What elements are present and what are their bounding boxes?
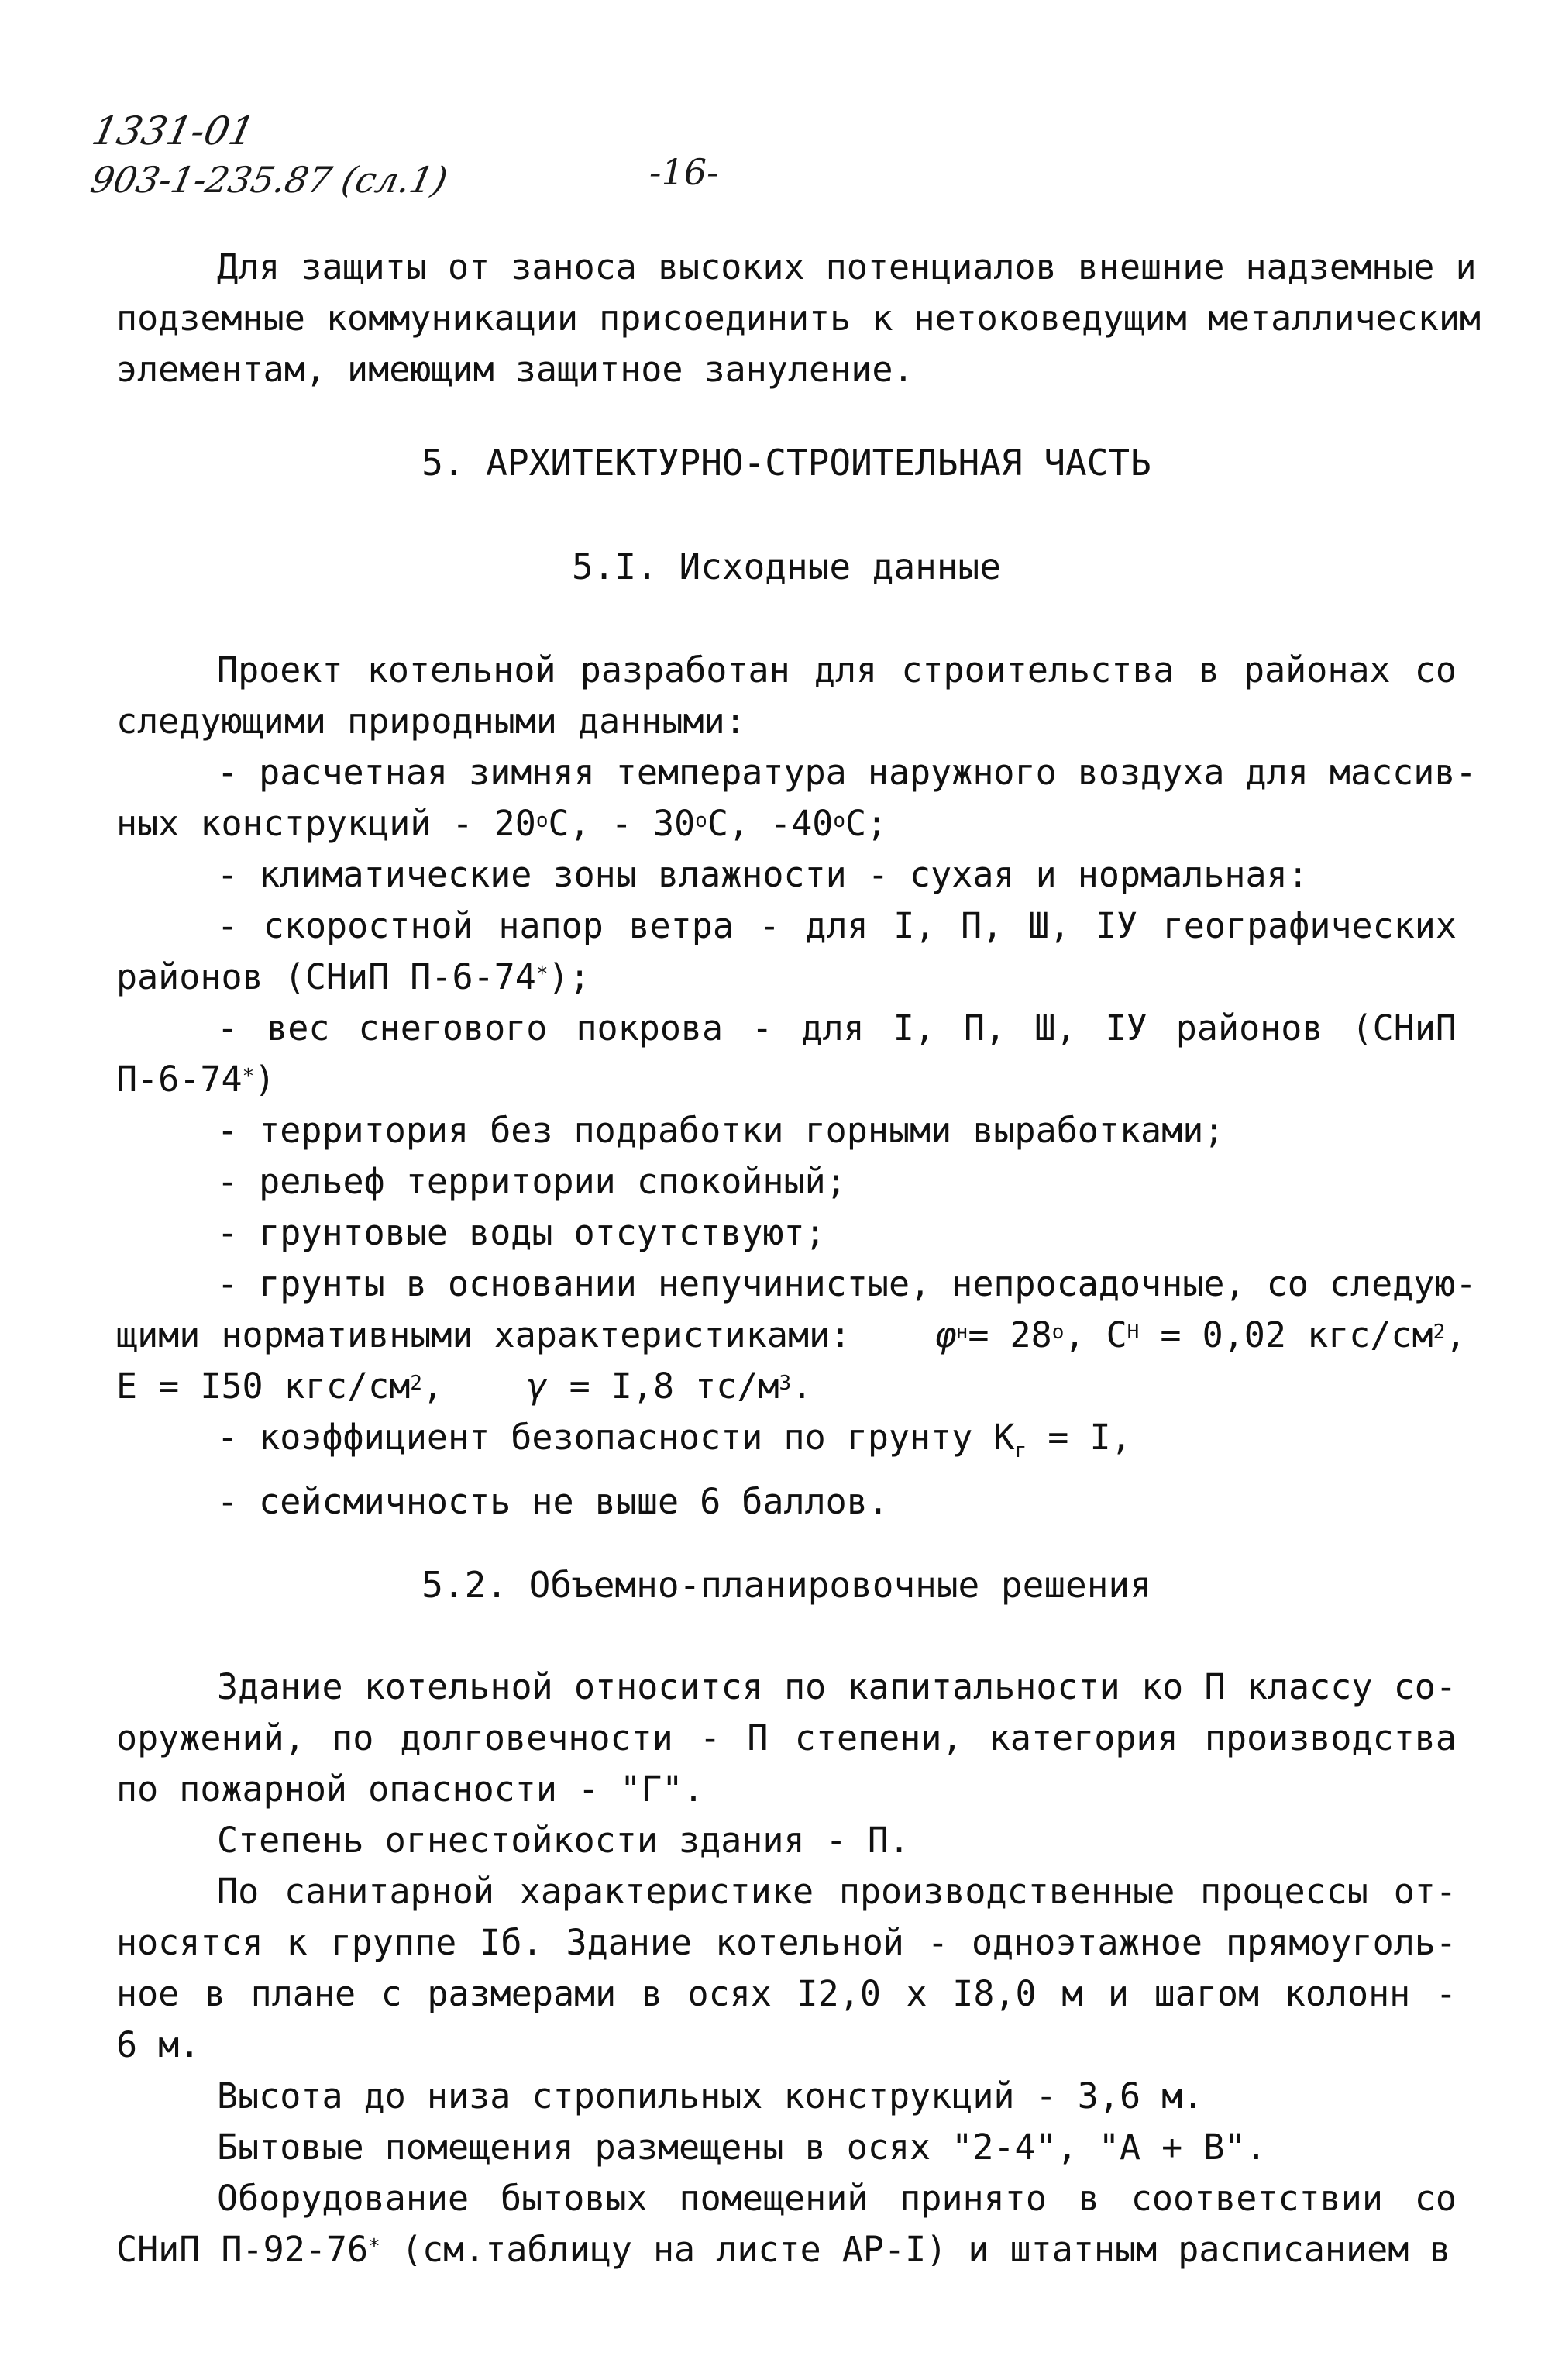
text-fragment: E = I50 кгс/см: [116, 1366, 411, 1407]
phi-superscript: н: [955, 1321, 968, 1344]
list-item-line: - рельеф территории спокойный;: [217, 1161, 847, 1202]
list-item-line: - скоростной напор ветра - для I, П, Ш, IУ географических: [217, 905, 1457, 946]
list-item-line: - вес снегового покрова - для I, П, Ш, IУ районов (СНиП: [217, 1007, 1457, 1049]
list-item-line: [116, 1361, 1457, 1412]
intro-line: подземные коммуникации присоединить к нетоковедущим металлическим: [116, 298, 1481, 339]
text-fragment: ,: [1445, 1314, 1467, 1355]
list-item-line: [116, 1054, 1457, 1105]
degree-sign: о: [695, 809, 707, 832]
intro-paragraph: [116, 242, 1481, 395]
asterisk-mark: *: [535, 963, 549, 986]
cube-superscript: 3: [779, 1372, 792, 1395]
phi-symbol: φ: [934, 1314, 956, 1355]
c-superscript: Н: [1127, 1321, 1140, 1344]
asterisk-mark: *: [242, 1065, 255, 1088]
text-fragment: ных конструкций - 20: [116, 803, 536, 844]
text-fragment: - коэффициент безопасности по грунту К: [217, 1417, 1015, 1458]
list-item-line: [116, 798, 1457, 849]
gamma-symbol: γ: [527, 1366, 549, 1407]
list-item-line: [116, 1412, 1457, 1476]
intro-line: Для защиты от заноса высоких потенциалов внешние надземные и: [217, 246, 1477, 288]
text-fragment: С, - 30: [548, 803, 696, 844]
k-subscript: г: [1014, 1439, 1027, 1462]
list-item-line: - климатические зоны влажности - сухая и нормальная:: [217, 854, 1309, 895]
handwritten-project-code: 903-1-235.87 (сл.1): [87, 159, 452, 201]
page-number: -16-: [649, 151, 719, 193]
text-fragment: = I,: [1048, 1417, 1132, 1458]
section-5-1-body: [116, 645, 1477, 1528]
list-item-line: - грунтовые воды отсутствуют;: [217, 1212, 826, 1253]
text-line: Степень огнестойкости здания - П.: [217, 1820, 910, 1861]
text-fragment: районов (СНиП П-6-74: [116, 956, 536, 997]
text-fragment: (см.таблицу на листе АР-I) и штатным расписанием в: [401, 2229, 1451, 2270]
section-5-2-title: 5.2. Объемно-планировочные решения: [421, 1564, 1151, 1606]
text-line: Оборудование бытовых помещений принято в соответствии со: [217, 2178, 1457, 2219]
text-fragment: С;: [845, 803, 888, 844]
degree-sign: о: [833, 809, 846, 832]
list-item-line: [116, 1310, 1467, 1361]
degree-sign: о: [535, 809, 549, 832]
list-item-line: - сейсмичность не выше 6 баллов.: [217, 1481, 889, 1522]
text-fragment: СНиП П-92-76: [116, 2229, 369, 2270]
square-superscript: 2: [410, 1372, 422, 1395]
list-item-line: - грунты в основании непучинистые, непросадочные, со следую-: [217, 1263, 1477, 1304]
section-5-1-title: 5.I. Исходные данные: [572, 546, 1001, 587]
text-line: оружений, по долговечности - П степени, категория производства: [116, 1717, 1457, 1758]
text-line: следующими природными данными:: [116, 701, 746, 742]
handwritten-archive-number: 1331-01: [88, 108, 259, 153]
list-item-line: - расчетная зимняя температура наружного воздуха для массив-: [217, 752, 1477, 793]
text-line: Бытовые помещения размещены в осях "2-4", "А + В".: [217, 2127, 1267, 2168]
text-fragment: , С: [1064, 1314, 1127, 1355]
text-fragment: );: [548, 956, 590, 997]
text-fragment: щими нормативными характеристиками:: [116, 1314, 851, 1355]
text-fragment: = 28: [968, 1314, 1052, 1355]
text-fragment: = I,8 тс/м: [569, 1366, 779, 1407]
square-superscript: 2: [1433, 1321, 1446, 1344]
text-fragment: ): [254, 1059, 276, 1100]
text-fragment: .: [791, 1366, 813, 1407]
text-line: 6 м.: [116, 2024, 201, 2065]
text-line: По санитарной характеристике производственные процессы от-: [217, 1871, 1457, 1912]
text-line: Здание котельной относится по капитальности ко П классу со-: [217, 1666, 1457, 1707]
section-5-2-body: [116, 1662, 1457, 2275]
asterisk-mark: *: [368, 2235, 380, 2258]
text-line: ное в плане с размерами в осях I2,0 х I8,0 м и шагом колонн -: [116, 1973, 1457, 2014]
section-5-title: 5. АРХИТЕКТУРНО-СТРОИТЕЛЬНАЯ ЧАСТЬ: [421, 442, 1151, 484]
list-item-line: [116, 952, 1457, 1003]
text-fragment: П-6-74: [116, 1059, 243, 1100]
text-fragment: = 0,02 кгс/см: [1160, 1314, 1433, 1355]
text-fragment: ,: [421, 1366, 444, 1407]
text-line: по пожарной опасности - "Г".: [116, 1769, 704, 1810]
text-line: Проект котельной разработан для строительства в районах со: [217, 649, 1457, 691]
text-line: [116, 2224, 1457, 2275]
text-fragment: С, -40: [707, 803, 834, 844]
text-line: Высота до низа стропильных конструкций - 3,6 м.: [217, 2075, 1204, 2117]
text-line: носятся к группе Iб. Здание котельной - одноэтажное прямоуголь-: [116, 1922, 1457, 1963]
degree-sign: о: [1051, 1321, 1065, 1344]
list-item-line: - территория без подработки горными выработками;: [217, 1110, 1225, 1151]
intro-line: элементам, имеющим защитное зануление.: [116, 349, 914, 390]
